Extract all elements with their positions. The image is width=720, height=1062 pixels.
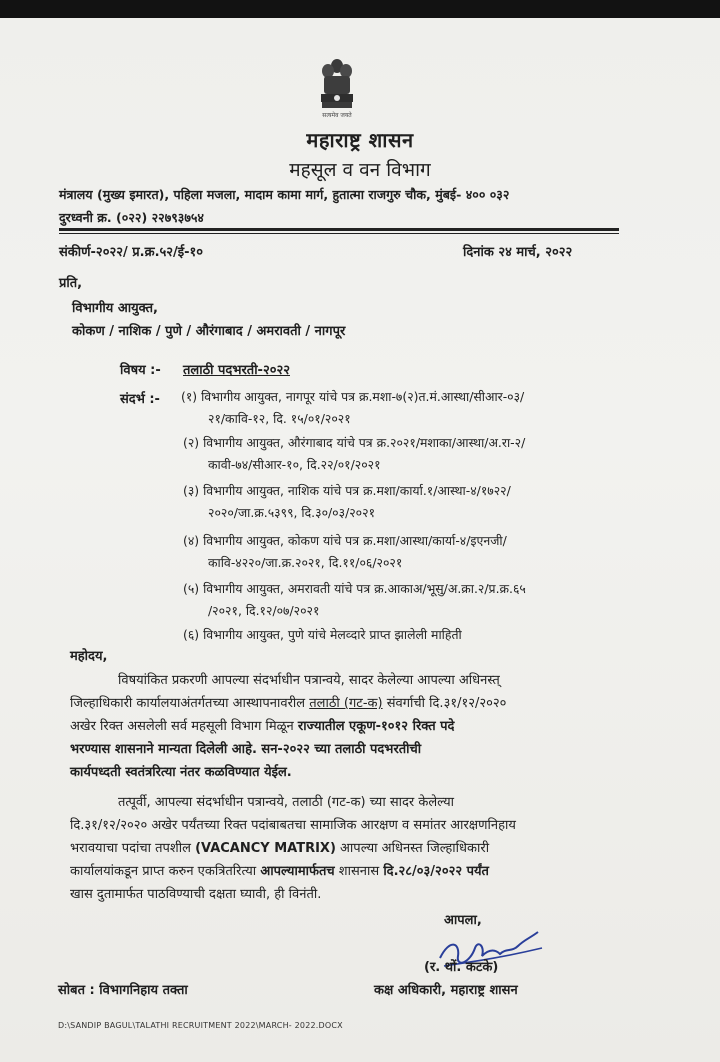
office-phone: दुरध्वनी क्र. (०२२) २२७९३७५४ (59, 210, 204, 225)
body-paragraph-2: तत्पूर्वी, आपल्या संदर्भाधीन पत्रान्वये, तलाठी (गट-क) च्या सादर केलेल्या दि.३१/१२/२०२० अखेर पर्यंतच्या रिक्त पदांबाबतचा सामाजिक आरक्षण व समांतर आरक्षणनिहाय भरावयाचा पदांचा तपशील (VACANCY MATRIX) आपल्या अधिनस्त जिल्हाधिकारी कार्यालयांकडून प्राप्त करुन एकत्रितरित्या आपल्यामार्फतच शासनास दि.२८/०३/२०२२ पर्यंत खास दुतामार्फत पाठविण्याची दक्षता घ्यावी, ही विनंती. (70, 795, 516, 902)
top-bar (0, 0, 720, 18)
header-rule-thin (59, 233, 619, 234)
closing: आपला, (444, 913, 482, 928)
reference-item: (३) विभागीय आयुक्त, नाशिक यांचे पत्र क्र.मशा/कार्या.१/आस्था-४/१७२२/ २०२०/जा.क्र.५३९९, दि.३०/०३/२०२१ (183, 483, 511, 520)
emblem-caption: सत्यमेव जयते (322, 112, 352, 119)
document-page (0, 18, 720, 1062)
government-title: महाराष्ट्र शासन (306, 128, 414, 152)
body-paragraph-1: विषयांकित प्रकरणी आपल्या संदर्भाधीन पत्रान्वये, सादर केलेल्या आपल्या अधिनस्त् जिल्हाधिकारी कार्यालयाअंतर्गतच्या आस्थापनावरील तलाठी (गट-क) संवर्गाची दि.३१/१२/२०२० अखेर रिक्त असलेली सर्व महसूली विभाग मिळून राज्यातील एकूण-१०१२ रिक्त पदे भरण्यास शासनाने मान्यता दिलेली आहे. सन-२०२२ च्या तलाठी पदभरतीची कार्यपध्दती स्वतंत्ररित्या नंतर कळविण्यात येईल. (70, 673, 507, 780)
letter-date: दिनांक २४ मार्च, २०२२ (463, 245, 573, 260)
file-path: D:\SANDIP BAGUL\TALATHI RECRUITMENT 2022\MARCH- 2022.DOCX (58, 1021, 343, 1030)
signatory-designation: कक्ष अधिकारी, महाराष्ट्र शासन (374, 983, 518, 998)
reference-item: (२) विभागीय आयुक्त, औरंगाबाद यांचे पत्र क्र.२०२१/मशाका/आस्था/अ.रा-२/ कावी-७४/सीआर-१०, दि.२२/०१/२०२१ (183, 435, 526, 472)
office-address: मंत्रालय (मुख्य इमारत), पहिला मजला, मादाम कामा मार्ग, हुतात्मा राजगुरु चौक, मुंबई- ४०० ०३२ (59, 187, 510, 202)
subject-label: विषय :- (120, 363, 161, 378)
reference-item: (६) विभागीय आयुक्त, पुणे यांचे मेलव्दारे प्राप्त झालेली माहिती (183, 627, 462, 642)
recipient: विभागीय आयुक्त, (72, 301, 158, 316)
salutation: महोदय, (70, 649, 108, 664)
references-label: संदर्भ :- (120, 392, 160, 407)
signatory-name: (र. थों. कटके) (424, 960, 499, 975)
department-title: महसूल व वन विभाग (289, 159, 431, 181)
subject-text: तलाठी पदभरती-२०२२ (183, 363, 290, 378)
header-rule (59, 228, 619, 231)
to-label: प्रति, (59, 276, 83, 291)
reference-number: संकीर्ण-२०२२/ प्र.क्र.५२/ई-१० (59, 245, 204, 260)
enclosure: सोबत : विभागनिहाय तक्ता (58, 983, 188, 998)
reference-item: (५) विभागीय आयुक्त, अमरावती यांचे पत्र क्र.आकाअ/भूसु/अ.क्रा.२/प्र.क्र.६५ /२०२१, दि.१२/०७/२०२१ (183, 581, 526, 618)
reference-item: (१) विभागीय आयुक्त, नागपूर यांचे पत्र क्र.मशा-७(२)त.मं.आस्था/सीआर-०३/ २१/कावि-१२, दि. १५/०१/२०२१ (181, 389, 525, 426)
reference-item: (४) विभागीय आयुक्त, कोकण यांचे पत्र क्र.मशा/आस्था/कार्या-४/इएनजी/ कावि-४२२०/जा.क्र.२०२१, दि.११/०६/२०२१ (183, 533, 507, 570)
recipient-divisions: कोकण / नाशिक / पुणे / औरंगाबाद / अमरावती / नागपूर (72, 324, 346, 339)
